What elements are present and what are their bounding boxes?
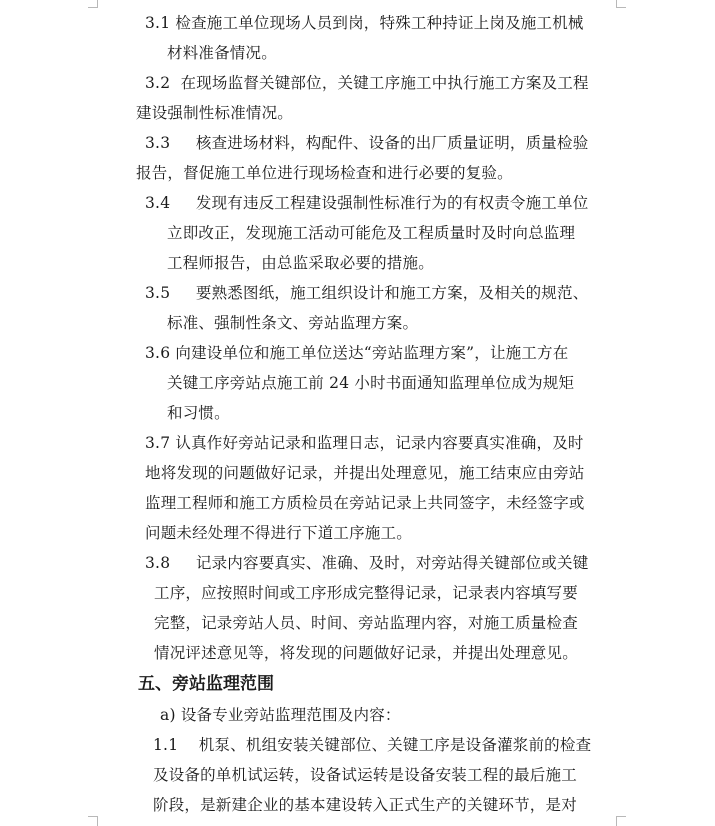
item-3-8-line-2: 工序，应按照时间或工序形成完整得记录，记录表内容填写要: [154, 584, 578, 602]
item-3-8-line-1: 3.8 记录内容要真实、准确、及时，对旁站得关键部位或关键: [145, 554, 589, 572]
item-3-7-line-4: 问题未经处理不得进行下道工序施工。: [145, 524, 412, 542]
para-1-1-line-2: 及设备的单机试运转，设备试运转是设备安装工程的最后施工: [153, 766, 577, 784]
item-3-8-line-4: 情况评述意见等，将发现的问题做好记录，并提出处理意见。: [154, 644, 578, 662]
sub-heading: a) 设备专业旁站监理范围及内容：: [160, 706, 401, 724]
item-3-1-line-2: 材料准备情况。: [167, 44, 277, 62]
crop-mark-bottom-left: [88, 816, 98, 826]
item-3-4-line-3: 工程师报告，由总监采取必要的措施。: [167, 254, 434, 272]
item-3-4-line-1: 3.4 发现有违反工程建设强制性标准行为的有权责令施工单位: [145, 194, 589, 212]
item-3-5-line-1: 3.5 要熟悉图纸，施工组织设计和施工方案，及相关的规范、: [145, 284, 589, 302]
item-3-4-line-2: 立即改正，发现施工活动可能危及工程质量时及时向总监理: [167, 224, 576, 242]
item-3-7-line-3: 监理工程师和施工方质检员在旁站记录上共同签字，未经签字或: [145, 494, 585, 512]
item-3-1-line-1: 3.1 检查施工单位现场人员到岗，特殊工种持证上岗及施工机械: [145, 14, 584, 32]
crop-mark-top-left: [88, 0, 98, 8]
item-3-3-line-2: 报告，督促施工单位进行现场检查和进行必要的复验。: [136, 164, 513, 182]
item-3-2-line-1: 3.2 在现场监督关键部位，关键工序施工中执行施工方案及工程: [145, 74, 589, 92]
crop-mark-top-right: [616, 0, 626, 8]
item-3-3-line-1: 3.3 核查进场材料，构配件、设备的出厂质量证明，质量检验: [145, 134, 589, 152]
section-heading: 五、旁站监理范围: [138, 674, 274, 694]
item-3-6-line-2: 关键工序旁站点施工前 24 小时书面通知监理单位成为规矩: [167, 374, 575, 392]
crop-mark-bottom-right: [616, 816, 626, 826]
item-3-5-line-2: 标准、强制性条文、旁站监理方案。: [167, 314, 419, 332]
item-3-7-line-2: 地将发现的问题做好记录，并提出处理意见，施工结束应由旁站: [145, 464, 585, 482]
para-1-1-line-1: 1.1 机泵、机组安装关键部位、关键工序是设备灌浆前的检查: [153, 736, 592, 754]
item-3-6-line-3: 和习惯。: [167, 404, 230, 422]
item-3-2-line-2: 建设强制性标准情况。: [136, 104, 294, 122]
item-3-7-line-1: 3.7 认真作好旁站记录和监理日志，记录内容要真实准确，及时: [145, 434, 584, 452]
item-3-6-line-1: 3.6 向建设单位和施工单位送达“旁站监理方案”，让施工方在: [145, 344, 569, 362]
para-1-1-line-3: 阶段，是新建企业的基本建设转入正式生产的关键环节，是对: [153, 796, 577, 814]
item-3-8-line-3: 完整，记录旁站人员、时间、旁站监理内容，对施工质量检查: [154, 614, 578, 632]
